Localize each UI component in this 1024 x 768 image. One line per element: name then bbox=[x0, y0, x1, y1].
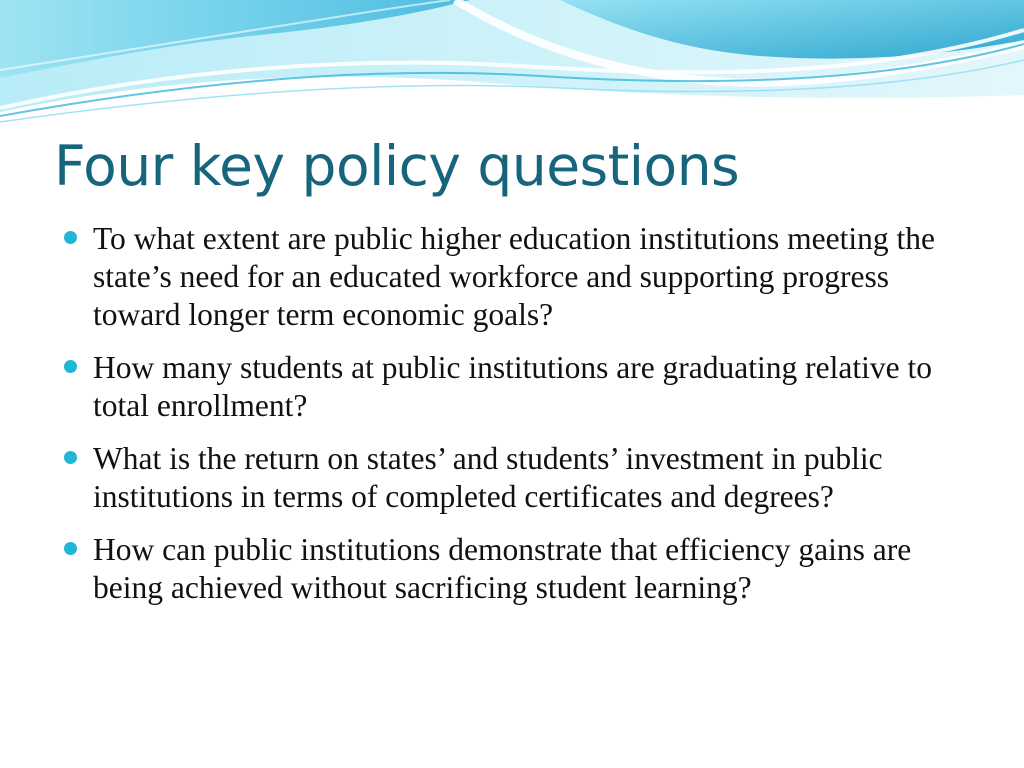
bullet-list bbox=[62, 220, 962, 622]
bullet-text: How can public institutions demonstrate that efficiency gains are being achieved without sacrificing student learning? bbox=[93, 532, 912, 605]
bullet-item bbox=[62, 531, 962, 607]
bullet-item bbox=[62, 220, 962, 334]
bullet-text: How many students at public institutions are graduating relative to total enrollment? bbox=[93, 350, 932, 423]
slide-title: Four key policy questions bbox=[54, 134, 740, 198]
bullet-dot-icon bbox=[64, 231, 77, 244]
bullet-text: What is the return on states’ and students’ investment in public institutions in terms of completed certificates and degrees? bbox=[93, 441, 883, 514]
bullet-dot-icon bbox=[64, 451, 77, 464]
bullet-text: To what extent are public higher education institutions meeting the state’s need for an educated workforce and supporting progress toward longer term economic goals? bbox=[93, 221, 935, 332]
bullet-dot-icon bbox=[64, 360, 77, 373]
bullet-dot-icon bbox=[64, 542, 77, 555]
bullet-item bbox=[62, 349, 962, 425]
bullet-item bbox=[62, 440, 962, 516]
wave-header-decoration bbox=[0, 0, 1024, 130]
